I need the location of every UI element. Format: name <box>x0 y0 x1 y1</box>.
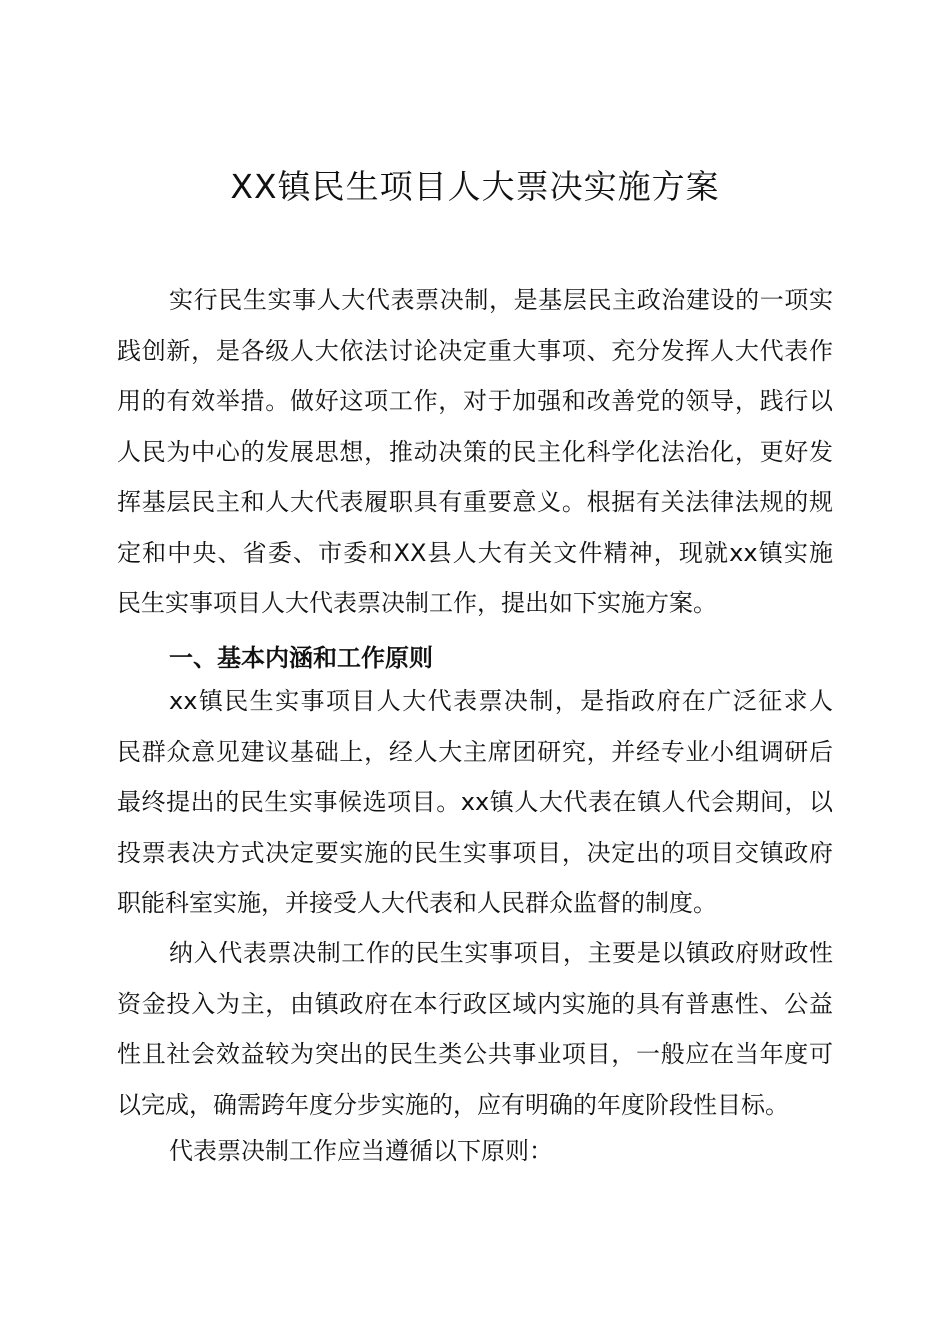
section-heading-1: 一、基本内涵和工作原则 <box>169 644 433 672</box>
paragraph-definition <box>117 676 833 929</box>
paragraph-line: 最终提出的民生实事候选项目。xx镇人大代表在镇人代会期间，以 <box>117 788 833 816</box>
paragraph-principles-intro: 代表票决制工作应当遵循以下原则： <box>169 1137 553 1165</box>
paragraph-line: 实行民生实事人大代表票决制，是基层民主政治建设的一项实 <box>169 286 833 314</box>
paragraph-line: 用的有效举措。做好这项工作，对于加强和改善党的领导，践行以 <box>117 387 833 415</box>
paragraph-line: 以完成，确需跨年度分步实施的，应有明确的年度阶段性目标。 <box>117 1090 789 1119</box>
paragraph-line: xx镇民生实事项目人大代表票决制，是指政府在广泛征求人 <box>169 687 833 715</box>
paragraph-line: 挥基层民主和人大代表履职具有重要意义。根据有关法律法规的规 <box>117 488 833 516</box>
paragraph-line: 民群众意见建议基础上，经人大主席团研究，并经专业小组调研后 <box>117 737 833 766</box>
paragraph-line: 资金投入为主，由镇政府在本行政区域内实施的具有普惠性、公益 <box>117 989 833 1018</box>
paragraph-line: 定和中央、省委、市委和XX县人大有关文件精神，现就xx镇实施 <box>117 538 833 567</box>
paragraph-line: 民生实事项目人大代表票决制工作，提出如下实施方案。 <box>117 589 717 617</box>
paragraph-line: 践创新，是各级人大依法讨论决定重大事项、充分发挥人大代表作 <box>117 336 833 365</box>
document-title: XX镇民生项目人大票决实施方案 <box>230 167 720 206</box>
paragraph-scope <box>117 928 833 1130</box>
paragraph-line: 纳入代表票决制工作的民生实事项目，主要是以镇政府财政性 <box>169 939 833 967</box>
paragraph-line: 职能科室实施，并接受人大代表和人民群众监督的制度。 <box>117 889 717 917</box>
paragraph-line: 性且社会效益较为突出的民生类公共事业项目，一般应在当年度可 <box>117 1040 833 1068</box>
paragraph-intro <box>117 275 833 629</box>
paragraph-line: 人民为中心的发展思想，推动决策的民主化科学化法治化，更好发 <box>117 437 833 466</box>
paragraph-line: 投票表决方式决定要实施的民生实事项目，决定出的项目交镇政府 <box>117 838 833 867</box>
